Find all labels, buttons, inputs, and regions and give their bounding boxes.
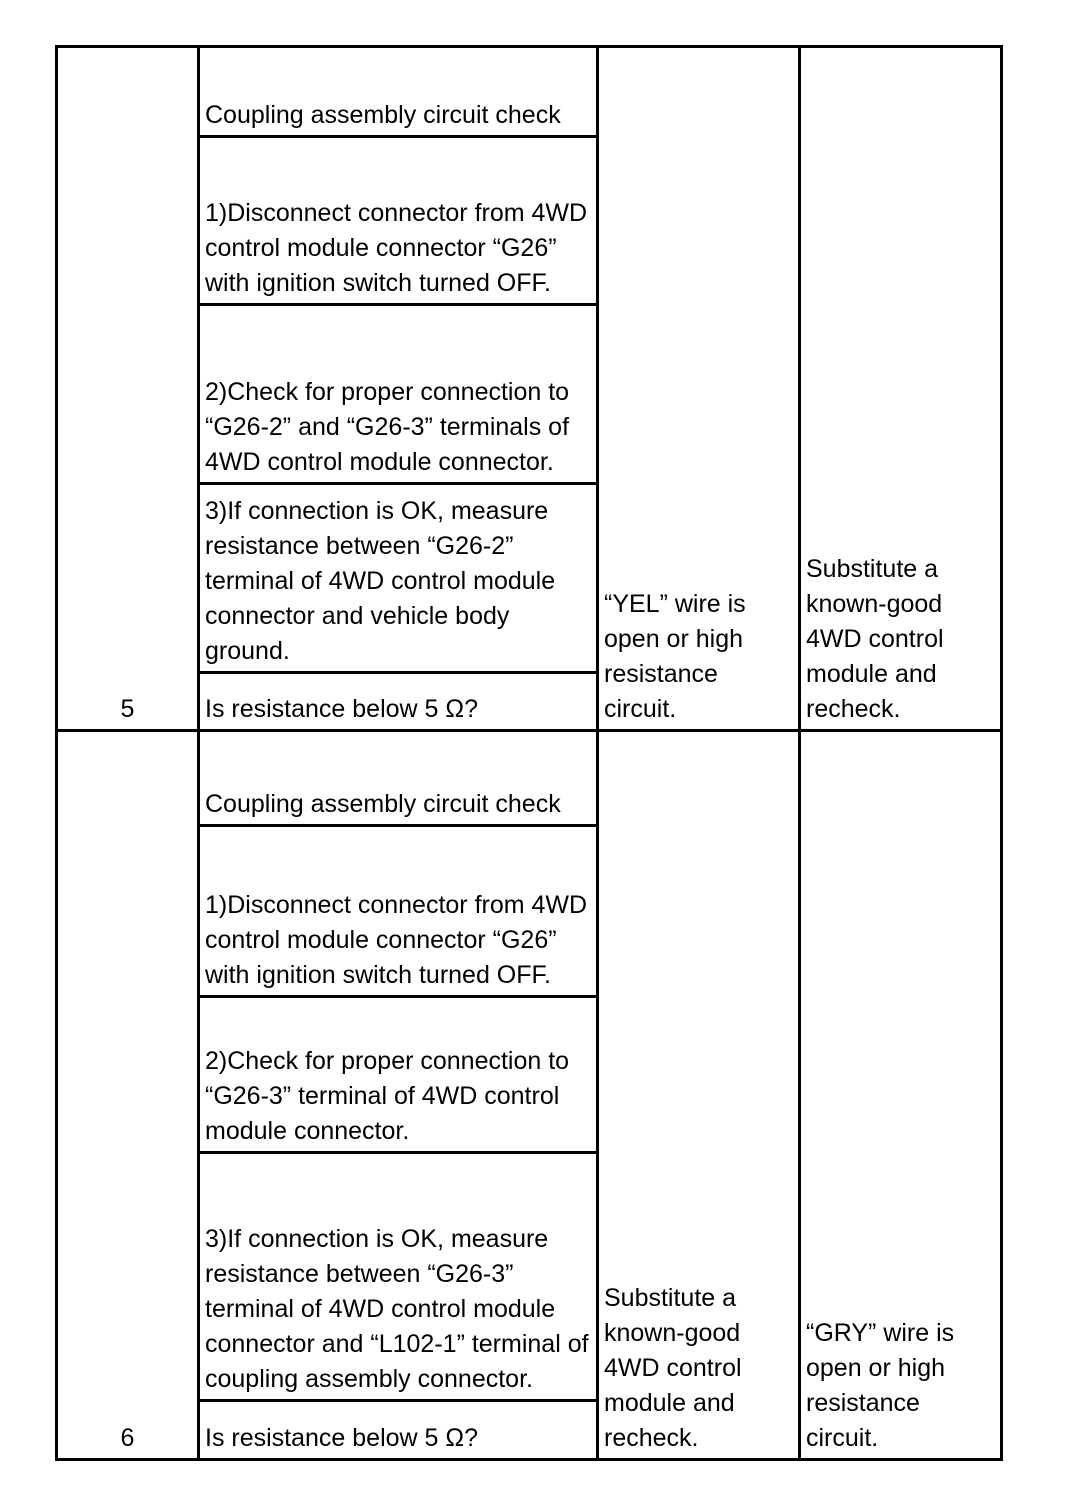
step-6-title: Coupling assembly circuit check	[199, 731, 598, 826]
step-6-question: Is resistance below 5 Ω?	[199, 1401, 598, 1460]
step-6-action-1: 1)Disconnect connector from 4WD control module connector “G26” with ignition switch turned OFF.	[199, 826, 598, 997]
troubleshooting-table	[55, 45, 1003, 1461]
step-5-action-1: 1)Disconnect connector from 4WD control module connector “G26” with ignition switch turned OFF.	[199, 137, 598, 305]
step-5-action-2: 2)Check for proper connection to “G26-2” and “G26-3” terminals of 4WD control module connector.	[199, 305, 598, 484]
step-5-question: Is resistance below 5 Ω?	[199, 673, 598, 731]
step-6-title-row	[57, 731, 1002, 826]
step-5-no-result: Substitute a known-good 4WD control module and recheck.	[800, 47, 1002, 731]
step-6-action-2: 2)Check for proper connection to “G26-3” terminal of 4WD control module connector.	[199, 997, 598, 1153]
step-5-yes-result: “YEL” wire is open or high resistance circuit.	[598, 47, 800, 731]
step-5-title: Coupling assembly circuit check	[199, 47, 598, 137]
step-6-action-3: 3)If connection is OK, measure resistance between “G26-3” terminal of 4WD control module connector and “L102-1” terminal of coupling assembly connector.	[199, 1153, 598, 1401]
step-5-number: 5	[57, 47, 199, 731]
step-5-title-row	[57, 47, 1002, 137]
step-6-yes-result: Substitute a known-good 4WD control module and recheck.	[598, 731, 800, 1460]
step-5-action-3: 3)If connection is OK, measure resistance between “G26-2” terminal of 4WD control module connector and vehicle body ground.	[199, 484, 598, 673]
step-6-no-result: “GRY” wire is open or high resistance circuit.	[800, 731, 1002, 1460]
step-6-number: 6	[57, 731, 199, 1460]
